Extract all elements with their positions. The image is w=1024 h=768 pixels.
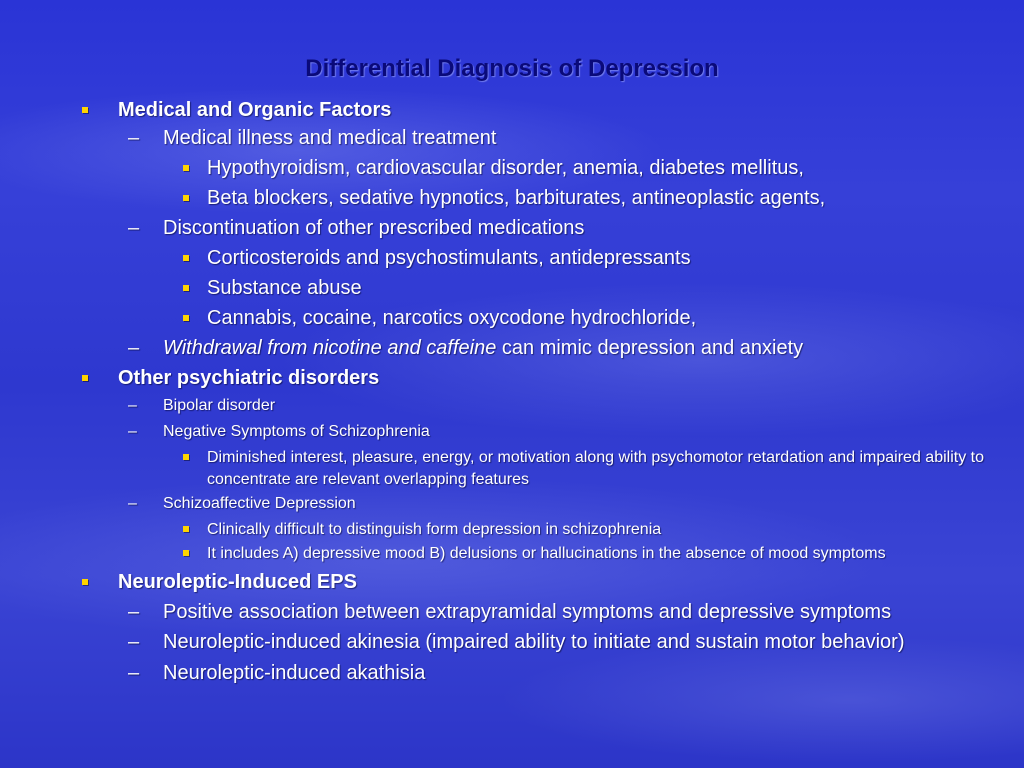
sub-list-item: It includes A) depressive mood B) delusions or hallucinations in the absence of mood symptoms bbox=[78, 543, 998, 565]
square-bullet-icon bbox=[183, 526, 189, 532]
dash-bullet-icon: – bbox=[128, 662, 140, 684]
square-bullet-icon bbox=[183, 195, 189, 201]
dash-bullet-icon: – bbox=[128, 337, 140, 359]
square-bullet-icon bbox=[183, 165, 189, 171]
square-bullet-icon bbox=[183, 315, 189, 321]
square-bullet-icon bbox=[82, 375, 88, 381]
dash-bullet-icon: – bbox=[128, 495, 137, 512]
sub-list-item: Beta blockers, sedative hypnotics, barbiturates, antineoplastic agents, bbox=[78, 183, 998, 213]
dash-bullet-icon: – bbox=[128, 397, 137, 414]
section-heading: Other psychiatric disorders bbox=[78, 363, 998, 393]
dash-bullet-icon: – bbox=[128, 217, 140, 239]
dash-bullet-icon: – bbox=[128, 127, 140, 149]
square-bullet-icon bbox=[183, 550, 189, 556]
slide-title: Differential Diagnosis of Depression bbox=[305, 55, 719, 82]
section-heading: Neuroleptic-Induced EPS bbox=[78, 565, 998, 597]
list-item: – Negative Symptoms of Schizophrenia bbox=[78, 419, 998, 445]
section-heading: Medical and Organic Factors bbox=[78, 97, 998, 123]
list-item: – Positive association between extrapyramidal symptoms and depressive symptoms bbox=[78, 597, 998, 627]
sub-list-item: Corticosteroids and psychostimulants, antidepressants bbox=[78, 243, 998, 273]
sub-list-item: Substance abuse bbox=[78, 273, 998, 303]
dash-bullet-icon: – bbox=[128, 423, 137, 440]
slide-content bbox=[78, 97, 998, 688]
square-bullet-icon bbox=[183, 285, 189, 291]
sub-list-item: Cannabis, cocaine, narcotics oxycodone hydrochloride, bbox=[78, 303, 998, 333]
square-bullet-icon bbox=[183, 454, 189, 460]
list-item: – Neuroleptic-induced akinesia (impaired ability to initiate and sustain motor behavior) bbox=[128, 631, 905, 653]
list-item: – Discontinuation of other prescribed medications bbox=[78, 213, 998, 243]
square-bullet-icon bbox=[82, 579, 88, 585]
list-item: – Neuroleptic-induced akathisia bbox=[78, 658, 998, 688]
sub-list-item: Clinically difficult to distinguish form depression in schizophrenia bbox=[78, 517, 998, 543]
square-bullet-icon bbox=[183, 255, 189, 261]
sub-list-item: Hypothyroidism, cardiovascular disorder, anemia, diabetes mellitus, bbox=[78, 153, 998, 183]
sub-list-item: Diminished interest, pleasure, energy, or motivation along with psychomotor retardation and impaired ability to concentrate are relevant overlapping features bbox=[78, 445, 998, 491]
dash-bullet-icon: – bbox=[128, 601, 140, 623]
list-item: – Schizoaffective Depression bbox=[78, 491, 998, 517]
square-bullet-icon bbox=[82, 107, 88, 113]
list-item: – Medical illness and medical treatment bbox=[78, 123, 998, 153]
dash-bullet-icon: – bbox=[128, 631, 140, 653]
list-item: – Withdrawal from nicotine and caffeine can mimic depression and anxiety bbox=[78, 333, 998, 363]
list-item: – Bipolar disorder bbox=[78, 393, 998, 419]
